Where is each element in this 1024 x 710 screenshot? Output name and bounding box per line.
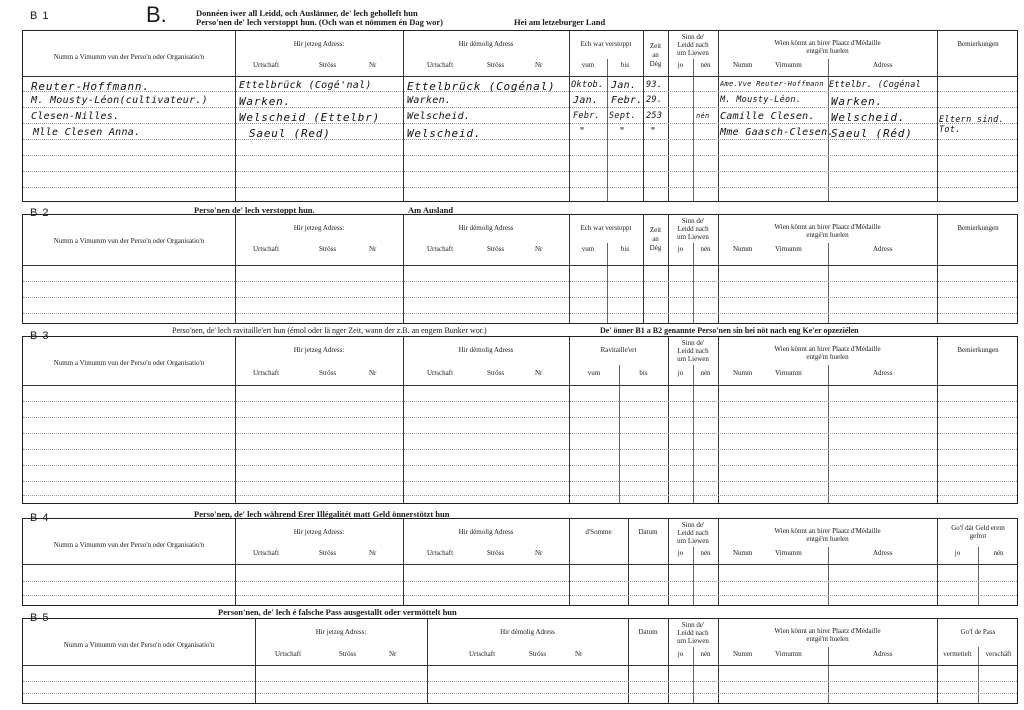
col-money-returned: Go'f dát Geld erem gefrot bbox=[951, 524, 1005, 540]
entry-medal-name: Ame.Vve Reuter-Hoffmann bbox=[720, 80, 824, 88]
col-medal: Wien könnt an hirer Plaatz d'Médaille bbox=[774, 39, 881, 47]
col-date: Datum bbox=[638, 528, 658, 536]
col-created: verschäft bbox=[985, 650, 1012, 658]
entry-remark: Tot. bbox=[939, 125, 961, 135]
entry-to: Febr. bbox=[611, 95, 643, 106]
table-b3 bbox=[22, 336, 1018, 504]
entry-current-town: Welscheid (Ettelbr) bbox=[239, 111, 381, 124]
col-name: Numm a Vimumm vun der Perso'n oder Organisatio'n bbox=[53, 237, 205, 245]
section-title: Person'nen, de' lech é falsche Pass ausgestallt oder vermöttelt hun bbox=[218, 607, 457, 617]
col-town: Urtschaft bbox=[427, 245, 454, 253]
col-medal-address: Adress bbox=[873, 61, 893, 69]
entry-from: Jan. bbox=[573, 95, 599, 106]
section-b2 bbox=[22, 204, 1018, 324]
col-days: Dég bbox=[649, 244, 662, 252]
col-time: Zeit bbox=[649, 42, 662, 50]
col-former-address: Hir démolig Adress bbox=[458, 224, 514, 232]
col-nr: Nr bbox=[369, 549, 377, 557]
col-to: bis bbox=[620, 245, 630, 253]
col-street: Ströss bbox=[487, 369, 505, 377]
col-days: Dég bbox=[649, 60, 662, 68]
col-town: Urtschaft bbox=[253, 61, 280, 69]
col-name: Numm a Vimumm vun der Perso'n oder Organisatio'n bbox=[53, 53, 205, 61]
col-town: Urtschaft bbox=[253, 369, 280, 377]
table-b1 bbox=[22, 30, 1018, 202]
col-died-2: Leidd nach bbox=[677, 41, 709, 49]
col-time: Zeit bbox=[649, 226, 662, 234]
entry-medal-address: Warken. bbox=[831, 95, 883, 108]
section-id: B 4 bbox=[30, 512, 50, 524]
section-id: B 3 bbox=[30, 330, 50, 342]
entry-to: Jan. bbox=[611, 80, 637, 91]
col-in: an bbox=[652, 51, 659, 59]
col-nr: Nr bbox=[535, 245, 543, 253]
col-medal: Wien könnt an hirer Plaatz d'Médaille bbox=[774, 527, 881, 535]
col-medal-name: Numm bbox=[733, 61, 753, 69]
col-no: nén bbox=[993, 549, 1004, 557]
col-no: nén bbox=[700, 245, 711, 253]
col-medal-name: Numm bbox=[733, 549, 753, 557]
entry-medal-address: Saeul (Réd) bbox=[831, 127, 913, 140]
entry-former-town: Warken. bbox=[407, 95, 452, 106]
col-medal: Wien könnt an hirer Plaatz d'Médaille bbox=[774, 223, 881, 231]
col-hidden: Ech war verstoppt bbox=[580, 224, 632, 232]
col-nr: Nr bbox=[369, 369, 377, 377]
entry-name: Mlle Clesen Anna. bbox=[33, 127, 141, 138]
col-nr: Nr bbox=[535, 549, 543, 557]
entry-medal-address: Welscheid. bbox=[831, 111, 906, 124]
col-medal-2: entgé'nt huelen bbox=[806, 231, 849, 239]
col-medal-2: entgé'nt huelen bbox=[806, 47, 849, 55]
entry-medal-name: M. Mousty-Léon. bbox=[720, 95, 802, 105]
entry-days: 29. bbox=[646, 95, 663, 105]
col-name: Numm a Vimumm vun der Perso'n oder Organisatio'n bbox=[63, 641, 215, 649]
col-yes: jo bbox=[677, 369, 684, 377]
section-title-where: Hei am letzeburger Land bbox=[514, 17, 606, 27]
section-title: Perso'nen de' lech verstoppt hun. bbox=[194, 205, 315, 215]
section-title: Perso'nen, de' lech ravitaille'ert hun (émol oder lä nger Zeit, wann der z.B. an engem Bunker wor.) bbox=[172, 326, 487, 335]
col-town: Urtschaft bbox=[253, 245, 280, 253]
col-former-address: Hir démolig Adress bbox=[500, 628, 555, 636]
col-medal-2: entgé'nt huelen bbox=[806, 535, 849, 543]
col-nr: Nr bbox=[535, 369, 543, 377]
section-id: B 2 bbox=[30, 207, 50, 219]
col-town: Urtschaft bbox=[427, 549, 454, 557]
entry-days: 93. bbox=[646, 80, 663, 90]
col-yes: jo bbox=[954, 549, 961, 557]
col-from: vum bbox=[581, 245, 595, 253]
col-remarks: Bemierkungen bbox=[957, 40, 999, 48]
section-title-line2: Perso'nen de' lech verstoppt hun. (Och wan et nömmen én Dag wor) bbox=[196, 17, 443, 27]
col-street: Ströss bbox=[319, 61, 337, 69]
col-street: Ströss bbox=[319, 245, 337, 253]
col-medal-name: Numm bbox=[733, 369, 753, 377]
col-current-address: Hir jetzeg Adress: bbox=[293, 346, 345, 354]
table-b5 bbox=[22, 618, 1018, 704]
col-remarks: Bemierkungen bbox=[957, 224, 999, 232]
col-street: Ströss bbox=[487, 549, 505, 557]
entry-current-town: Saeul (Red) bbox=[249, 127, 331, 140]
col-medal-firstname: Virnumm bbox=[775, 650, 802, 658]
entry-former-town: Welscheid. bbox=[407, 127, 482, 140]
table-b4 bbox=[22, 518, 1018, 606]
col-died-2: Leidd nach bbox=[677, 225, 709, 233]
col-former-address: Hir démolig Adress bbox=[458, 528, 514, 536]
col-name: Numm a Vimumm vun der Perso'n oder Organisatio'n bbox=[53, 359, 205, 367]
col-medal-firstname: Virnumm bbox=[775, 549, 802, 557]
section-title-where: Am Ausland bbox=[408, 205, 454, 215]
col-died-2: Leidd nach bbox=[677, 347, 709, 355]
col-street: Ströss bbox=[319, 549, 337, 557]
col-medal: Wien könnt an hirer Plaatz d'Médaille bbox=[774, 627, 881, 635]
entry-former-town: Ettelbrück (Cogénal) bbox=[407, 80, 556, 93]
col-current-address: Hir jetzeg Adress: bbox=[293, 40, 345, 48]
col-died-3: um Liewen bbox=[677, 233, 709, 241]
entry-to: Sept. bbox=[609, 111, 637, 121]
section-id: B 5 bbox=[30, 612, 50, 624]
section-letter: B. bbox=[146, 2, 167, 27]
col-medal-address: Adress bbox=[873, 650, 893, 658]
entry-remark: Eltern sind. bbox=[939, 115, 1005, 125]
entry-medal-name: Camille Clesen. bbox=[720, 111, 815, 122]
col-former-address: Hir démolig Adress bbox=[458, 40, 514, 48]
col-current-address: Hir jetzeg Adress: bbox=[315, 628, 367, 636]
col-from: vum bbox=[587, 369, 601, 377]
col-current-address: Hir jetzeg Adress: bbox=[293, 528, 345, 536]
col-died-1: Sinn de' bbox=[681, 521, 705, 529]
section-title-line1: Donnéen iwer all Leidd, och Auslänner, de' lech geholleft hun bbox=[196, 8, 418, 18]
entry-name: Clesen-Nilles. bbox=[31, 111, 120, 122]
section-title: Perso'nen, de' lech während Erer Illégalitét matt Geld önnerstötzt hun bbox=[194, 509, 450, 519]
entry-from: " bbox=[579, 126, 586, 137]
col-medal-firstname: Virnumm bbox=[775, 61, 802, 69]
col-town: Urtschaft bbox=[427, 61, 454, 69]
table-b2 bbox=[22, 214, 1018, 324]
col-yes: jo bbox=[677, 549, 684, 557]
col-street: Ströss bbox=[319, 369, 337, 377]
col-medal-address: Adress bbox=[873, 369, 893, 377]
col-current-address: Hir jetzeg Adress: bbox=[293, 224, 345, 232]
entry-name: Reuter-Hoffmann. bbox=[31, 80, 150, 93]
col-died-3: um Liewen bbox=[677, 537, 709, 545]
entry-from: Oktob. bbox=[571, 80, 604, 90]
entry-medal-name: Mme Gaasch-Clesen. bbox=[720, 127, 834, 138]
col-mediated: vermettelt bbox=[943, 650, 972, 658]
col-medal-address: Adress bbox=[873, 549, 893, 557]
col-from: vum bbox=[581, 61, 595, 69]
col-street: Ströss bbox=[487, 245, 505, 253]
section-b4 bbox=[22, 508, 1018, 606]
col-town: Urtschaft bbox=[253, 549, 280, 557]
col-pass: Go'f de Pass bbox=[960, 628, 996, 636]
col-nr: Nr bbox=[369, 61, 377, 69]
entry-days: " bbox=[650, 126, 657, 137]
col-street: Ströss bbox=[487, 61, 505, 69]
col-medal: Wien könnt an hirer Plaatz d'Médaille bbox=[774, 345, 881, 353]
col-medal-address: Adress bbox=[873, 245, 893, 253]
col-remarks: Bemierkungen bbox=[957, 346, 999, 354]
col-name: Numm a Vimumm vun der Perso'n oder Organisatio'n bbox=[53, 541, 205, 549]
col-yes: jo bbox=[677, 650, 684, 658]
section-b5 bbox=[22, 606, 1018, 706]
col-died-1: Sinn de' bbox=[681, 33, 705, 41]
col-medal-firstname: Virnumm bbox=[775, 369, 802, 377]
col-town: Urtschaft bbox=[469, 650, 496, 658]
entry-to: " bbox=[619, 126, 626, 137]
col-died-3: um Liewen bbox=[677, 355, 709, 363]
col-town: Urtschaft bbox=[275, 650, 302, 658]
col-no: nén bbox=[700, 650, 711, 658]
col-medal-name: Numm bbox=[733, 245, 753, 253]
col-died-1: Sinn de' bbox=[681, 339, 705, 347]
col-hidden: Ech war verstoppt bbox=[580, 40, 632, 48]
col-died-3: um Liewen bbox=[677, 49, 709, 57]
col-medal-firstname: Virnumm bbox=[775, 245, 802, 253]
col-to: bis bbox=[639, 369, 648, 377]
col-yes: jo bbox=[677, 245, 684, 253]
col-to: bis bbox=[620, 61, 630, 69]
col-former-address: Hir démolig Adress bbox=[458, 346, 514, 354]
entry-former-town: Welscheid. bbox=[407, 111, 471, 122]
col-in: an bbox=[652, 235, 659, 243]
col-street: Ströss bbox=[339, 650, 357, 658]
col-date: Datum bbox=[638, 628, 658, 636]
col-no: nén bbox=[700, 549, 711, 557]
col-yes: jo bbox=[677, 61, 684, 69]
col-nr: Nr bbox=[389, 650, 397, 658]
col-nr: Nr bbox=[369, 245, 377, 253]
col-died-2: Leidd nach bbox=[677, 529, 709, 537]
entry-medal-address: Ettelbr. (Cogénal bbox=[829, 80, 922, 90]
section-b1 bbox=[22, 2, 1018, 202]
col-no: nén bbox=[700, 369, 711, 377]
col-supplied: Ravitaille'ert bbox=[600, 346, 637, 354]
col-sum: d'Somme bbox=[585, 528, 612, 536]
entry-current-town: Ettelbrück (Cogé'nal) bbox=[239, 80, 372, 91]
section-header bbox=[22, 2, 1018, 27]
col-died-3: um Liewen bbox=[677, 637, 709, 645]
section-id: B 1 bbox=[30, 10, 50, 22]
col-medal-2: entgé'nt huelen bbox=[806, 353, 849, 361]
col-street: Ströss bbox=[529, 650, 547, 658]
col-died-2: Leidd nach bbox=[677, 629, 709, 637]
col-died-1: Sinn de' bbox=[681, 621, 705, 629]
col-nr: Nr bbox=[535, 61, 543, 69]
entry-name: M. Mousty-Léon(cultivateur.) bbox=[31, 95, 208, 106]
col-died-1: Sinn de' bbox=[681, 217, 705, 225]
entry-current-town: Warken. bbox=[239, 95, 291, 108]
entry-died-no: nén bbox=[696, 112, 710, 120]
col-nr: Nr bbox=[575, 650, 583, 658]
section-b3 bbox=[22, 326, 1018, 506]
section-note: De' önner B1 a B2 genannte Perso'nen sin hei nöt nach eng Ke'er opzeziélen bbox=[600, 326, 859, 335]
col-medal-2: entgé'nt huelen bbox=[806, 635, 849, 643]
col-no: nén bbox=[700, 61, 711, 69]
col-town: Urtschaft bbox=[427, 369, 454, 377]
entry-from: Febr. bbox=[573, 111, 601, 121]
col-medal-name: Numm bbox=[733, 650, 753, 658]
entry-days: 253 bbox=[646, 111, 663, 121]
